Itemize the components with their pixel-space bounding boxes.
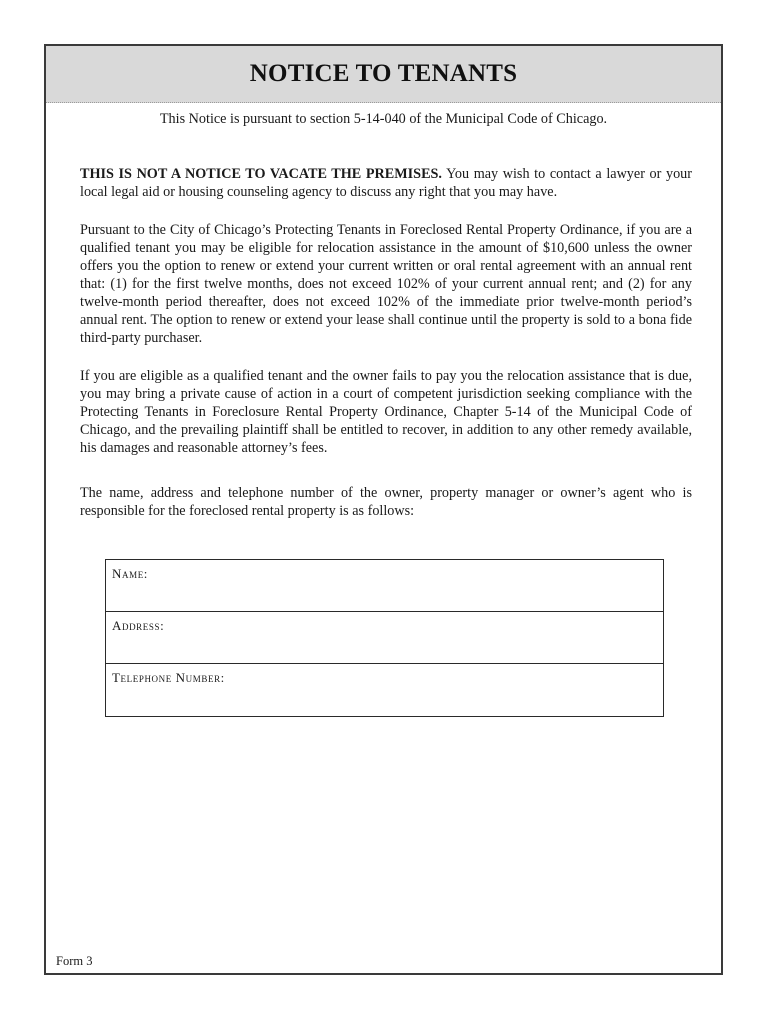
- address-field[interactable]: [106, 612, 663, 664]
- paragraph-private-cause-of-action: If you are eligible as a qualified tenant and the owner fails to pay you the relocation assistance that is due, you may bring a private cause of action in a court of competent jurisdiction seeking compliance with the Protecting Tenants in Foreclosure Rental Property Ordinance, Chapter 5-14 of the Municipal Code of Chicago, and the prevailing plaintiff shall be entitled to recover, in addition to any other remedy available, his damages and reasonable attorney’s fees.: [80, 368, 692, 456]
- name-label: Name:: [112, 566, 148, 581]
- ordinance-reference: This Notice is pursuant to section 5-14-040 of the Municipal Code of Chicago.: [159, 111, 608, 127]
- vacate-disclaimer-rest: You may wish to contact a lawyer or your local legal aid or housing counseling agency to discuss any right that you may have.: [80, 166, 692, 200]
- telephone-label: Telephone Number:: [112, 670, 225, 685]
- form-number: Form 3: [56, 954, 93, 968]
- title-band: [46, 46, 721, 103]
- address-label: Address:: [112, 618, 165, 633]
- name-field[interactable]: [106, 560, 663, 612]
- notice-page: [44, 44, 723, 975]
- owner-contact-table: [105, 559, 664, 717]
- page-title: NOTICE TO TENANTS: [249, 60, 518, 87]
- vacate-disclaimer-bold: THIS IS NOT A NOTICE TO VACATE THE PREMISES.: [80, 166, 442, 182]
- paragraph-relocation-assistance: Pursuant to the City of Chicago’s Protecting Tenants in Foreclosed Rental Property Ordinance, if you are a qualified tenant you may be eligible for relocation assistance in the amount of $10,600 unless the owner offers you the option to renew or extend your current written or oral rental agreement with an annual rent that: (1) for the first twelve months, does not exceed 102% of your current annual rent; and (2) for any twelve-month period thereafter, does not exceed 102% of the immediate prior twelve-month period’s annual rent. The option to renew or extend your lease shall continue until the property is sold to a bona fide third-party purchaser.: [80, 222, 692, 346]
- paragraph-not-a-vacate-notice: [80, 165, 692, 201]
- paragraph-owner-contact-intro: The name, address and telephone number of the owner, property manager or owner’s agent who is responsible for the foreclosed rental property is as follows:: [80, 485, 692, 519]
- telephone-field[interactable]: [106, 664, 663, 716]
